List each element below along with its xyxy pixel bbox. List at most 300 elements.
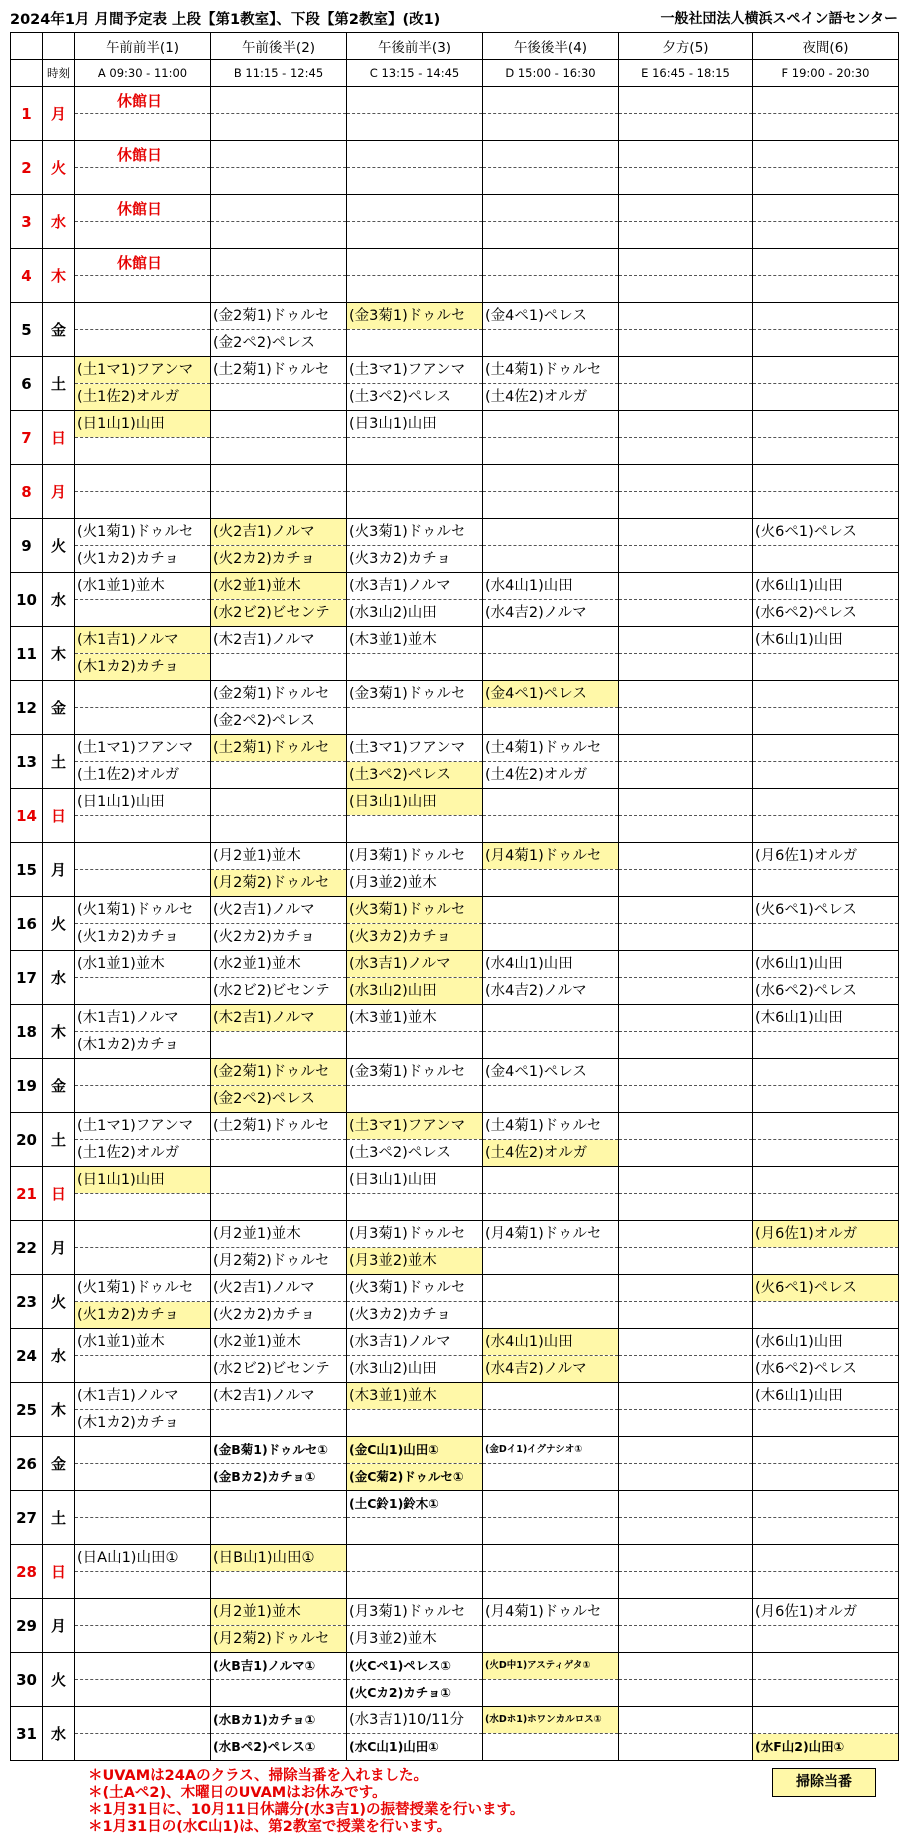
class-cell <box>483 1167 619 1194</box>
class-cell: (土1マ1)フアンマ <box>75 357 211 384</box>
class-cell: (火D中1)アスティゲタ① <box>483 1653 619 1680</box>
class-cell: (土2菊1)ドゥルセ <box>211 735 347 762</box>
class-cell: (火Cカ2)カチョ① <box>347 1680 483 1707</box>
class-cell: (金C菊2)ドゥルセ① <box>347 1464 483 1491</box>
period-header: 午後前半(3) <box>347 33 483 60</box>
class-cell <box>483 1734 619 1761</box>
class-cell: (土4佐2)オルガ <box>483 384 619 411</box>
class-cell: (水6ペ2)ペレス <box>753 978 899 1005</box>
class-cell <box>753 816 899 843</box>
day-row-lower <box>11 330 899 357</box>
class-cell <box>619 789 753 816</box>
class-cell <box>75 303 211 330</box>
weekday: 日 <box>43 1545 75 1599</box>
class-cell: (月2並1)並木 <box>211 1221 347 1248</box>
day-row-upper <box>11 465 899 492</box>
class-cell: (火2カ2)カチョ <box>211 924 347 951</box>
time-label: 時刻 <box>43 60 75 87</box>
note-line: ＊1月31日の(水C山1)は、第2教室で授業を行います。 <box>88 1819 452 1835</box>
class-cell: (金4ペ1)ペレス <box>483 681 619 708</box>
class-cell <box>75 681 211 708</box>
class-cell: (水C山1)山田① <box>347 1734 483 1761</box>
class-cell <box>619 492 753 519</box>
day-row-upper <box>11 1005 899 1032</box>
class-cell: (月2菊2)ドゥルセ <box>211 1248 347 1275</box>
day-number: 7 <box>11 411 43 465</box>
day-row-lower <box>11 762 899 789</box>
class-cell: (水3吉1)ノルマ <box>347 951 483 978</box>
class-cell: (木2吉1)ノルマ <box>211 627 347 654</box>
class-cell: (土C鈴1)鈴木① <box>347 1491 483 1518</box>
class-cell <box>619 978 753 1005</box>
class-cell <box>483 114 619 141</box>
class-cell: (月4菊1)ドゥルセ <box>483 1221 619 1248</box>
class-cell <box>619 843 753 870</box>
class-cell: (水4山1)山田 <box>483 573 619 600</box>
class-cell <box>211 1680 347 1707</box>
day-number: 10 <box>11 573 43 627</box>
class-cell: (火6ペ1)ペレス <box>753 1275 899 1302</box>
class-cell <box>211 1194 347 1221</box>
day-row-upper <box>11 1545 899 1572</box>
class-cell: (土1マ1)フアンマ <box>75 1113 211 1140</box>
class-cell: (水2ビ2)ビセンテ <box>211 1356 347 1383</box>
day-row-upper <box>11 1383 899 1410</box>
class-cell: (水Bペ2)ペレス① <box>211 1734 347 1761</box>
class-cell: (月2並1)並木 <box>211 1599 347 1626</box>
holiday-label: 休館日 <box>75 87 211 114</box>
class-cell <box>75 816 211 843</box>
day-row-lower <box>11 1572 899 1599</box>
class-cell <box>211 249 347 276</box>
class-cell <box>619 465 753 492</box>
class-cell <box>619 1680 753 1707</box>
time-slot: F 19:00 - 20:30 <box>753 60 899 87</box>
class-cell: (金B菊1)ドゥルセ① <box>211 1437 347 1464</box>
class-cell: (木2吉1)ノルマ <box>211 1383 347 1410</box>
class-cell <box>619 600 753 627</box>
class-cell: (火B吉1)ノルマ① <box>211 1653 347 1680</box>
class-cell <box>211 87 347 114</box>
class-cell <box>211 465 347 492</box>
day-number: 4 <box>11 249 43 303</box>
class-cell <box>619 1059 753 1086</box>
class-cell <box>347 114 483 141</box>
class-cell: (土3ペ2)ペレス <box>347 1140 483 1167</box>
class-cell: (木6山1)山田 <box>753 627 899 654</box>
weekday: 日 <box>43 789 75 843</box>
class-cell <box>619 1599 753 1626</box>
class-cell: (金2菊1)ドゥルセ <box>211 681 347 708</box>
class-cell: (土4佐2)オルガ <box>483 762 619 789</box>
class-cell <box>753 762 899 789</box>
day-number: 15 <box>11 843 43 897</box>
class-cell: (土3マ1)フアンマ <box>347 357 483 384</box>
class-cell <box>211 789 347 816</box>
class-cell: (日1山1)山田 <box>75 411 211 438</box>
class-cell <box>211 1518 347 1545</box>
class-cell: (日3山1)山田 <box>347 411 483 438</box>
class-cell <box>753 1545 899 1572</box>
class-cell <box>753 708 899 735</box>
class-cell: (金4ペ1)ペレス <box>483 303 619 330</box>
holiday-label: 休館日 <box>75 195 211 222</box>
class-cell: (水3吉1)ノルマ <box>347 1329 483 1356</box>
cleaning-duty-label: 掃除当番 <box>772 1768 876 1797</box>
class-cell <box>753 546 899 573</box>
class-cell: (月3菊1)ドゥルセ <box>347 1221 483 1248</box>
period-header: 午後後半(4) <box>483 33 619 60</box>
day-number: 25 <box>11 1383 43 1437</box>
class-cell: (金Dイ1)イグナシオ① <box>483 1437 619 1464</box>
holiday-label: 休館日 <box>75 141 211 168</box>
page-title: 2024年1月 月間予定表 上段【第1教室】、下段【第2教室】(改1) <box>10 12 441 28</box>
day-number: 8 <box>11 465 43 519</box>
class-cell <box>753 924 899 951</box>
class-cell <box>483 1545 619 1572</box>
class-cell <box>75 1707 211 1734</box>
class-cell <box>347 276 483 303</box>
class-cell: (金2ペ2)ペレス <box>211 708 347 735</box>
class-cell <box>619 1167 753 1194</box>
class-cell: (水1並1)並木 <box>75 951 211 978</box>
day-row-lower <box>11 654 899 681</box>
class-cell <box>75 1194 211 1221</box>
class-cell <box>753 1140 899 1167</box>
weekday: 水 <box>43 1329 75 1383</box>
class-cell <box>483 897 619 924</box>
class-cell: (日1山1)山田 <box>75 1167 211 1194</box>
class-cell <box>75 492 211 519</box>
class-cell <box>619 897 753 924</box>
weekday: 水 <box>43 951 75 1005</box>
class-cell <box>75 114 211 141</box>
class-cell: (水1並1)並木 <box>75 1329 211 1356</box>
class-cell <box>753 1626 899 1653</box>
class-cell: (火3菊1)ドゥルセ <box>347 897 483 924</box>
day-row-lower <box>11 168 899 195</box>
day-row-lower <box>11 1680 899 1707</box>
weekday: 土 <box>43 1113 75 1167</box>
day-row-lower <box>11 384 899 411</box>
class-cell <box>483 1194 619 1221</box>
class-cell: (月3菊1)ドゥルセ <box>347 1599 483 1626</box>
class-cell <box>211 195 347 222</box>
class-cell <box>483 1086 619 1113</box>
header-blank <box>11 33 43 60</box>
class-cell <box>619 222 753 249</box>
class-cell: (水3吉1)10/11分 <box>347 1707 483 1734</box>
class-cell <box>619 1572 753 1599</box>
class-cell <box>347 87 483 114</box>
day-row-lower <box>11 1518 899 1545</box>
day-row-upper <box>11 1599 899 1626</box>
weekday: 金 <box>43 1437 75 1491</box>
class-cell <box>619 195 753 222</box>
class-cell <box>483 1518 619 1545</box>
class-cell <box>753 1032 899 1059</box>
class-cell: (月3並2)並木 <box>347 1626 483 1653</box>
class-cell <box>619 438 753 465</box>
class-cell <box>619 1653 753 1680</box>
class-cell <box>211 1410 347 1437</box>
day-row-lower <box>11 1194 899 1221</box>
class-cell: (土3ペ2)ペレス <box>347 762 483 789</box>
day-row-lower <box>11 924 899 951</box>
class-cell <box>619 1032 753 1059</box>
class-cell: (木2吉1)ノルマ <box>211 1005 347 1032</box>
class-cell: (月2菊2)ドゥルセ <box>211 870 347 897</box>
day-number: 12 <box>11 681 43 735</box>
class-cell: (土1佐2)オルガ <box>75 762 211 789</box>
class-cell <box>619 870 753 897</box>
class-cell <box>619 1626 753 1653</box>
day-row-lower <box>11 1248 899 1275</box>
class-cell: (土4菊1)ドゥルセ <box>483 1113 619 1140</box>
note-line: ＊1月31日に、10月11日休講分(水3吉1)の振替授業を行います。 <box>88 1802 525 1818</box>
day-row-upper <box>11 897 899 924</box>
class-cell: (火3カ2)カチョ <box>347 924 483 951</box>
day-number: 31 <box>11 1707 43 1761</box>
class-cell: (月4菊1)ドゥルセ <box>483 1599 619 1626</box>
class-cell <box>347 708 483 735</box>
class-cell: (水4吉2)ノルマ <box>483 1356 619 1383</box>
class-cell: (水F山2)山田① <box>753 1734 899 1761</box>
class-cell <box>75 978 211 1005</box>
class-cell <box>347 816 483 843</box>
class-cell <box>483 438 619 465</box>
class-cell: (金2ペ2)ペレス <box>211 1086 347 1113</box>
class-cell <box>75 1059 211 1086</box>
class-cell <box>753 654 899 681</box>
day-row-upper <box>11 627 899 654</box>
class-cell: (水4山1)山田 <box>483 1329 619 1356</box>
class-cell <box>211 762 347 789</box>
weekday: 火 <box>43 519 75 573</box>
weekday: 火 <box>43 897 75 951</box>
class-cell <box>619 330 753 357</box>
day-number: 16 <box>11 897 43 951</box>
class-cell <box>211 276 347 303</box>
day-row-upper <box>11 1275 899 1302</box>
time-slot: C 13:15 - 14:45 <box>347 60 483 87</box>
class-cell: (土2菊1)ドゥルセ <box>211 1113 347 1140</box>
class-cell <box>75 708 211 735</box>
class-cell <box>211 114 347 141</box>
class-cell: (木1吉1)ノルマ <box>75 1383 211 1410</box>
class-cell <box>483 1464 619 1491</box>
class-cell: (火3菊1)ドゥルセ <box>347 519 483 546</box>
class-cell <box>347 330 483 357</box>
day-number: 17 <box>11 951 43 1005</box>
class-cell <box>483 789 619 816</box>
weekday: 火 <box>43 141 75 195</box>
class-cell <box>753 114 899 141</box>
day-row-lower <box>11 1302 899 1329</box>
class-cell: (水2並1)並木 <box>211 951 347 978</box>
class-cell <box>483 222 619 249</box>
class-cell: (土4佐2)オルガ <box>483 1140 619 1167</box>
day-row-upper <box>11 249 899 276</box>
class-cell <box>483 1410 619 1437</box>
holiday-label: 休館日 <box>75 249 211 276</box>
weekday: 金 <box>43 1059 75 1113</box>
day-row-upper <box>11 1491 899 1518</box>
day-row-upper <box>11 1167 899 1194</box>
class-cell <box>753 492 899 519</box>
header-blank <box>11 60 43 87</box>
class-cell: (火3カ2)カチョ <box>347 1302 483 1329</box>
class-cell <box>483 816 619 843</box>
day-row-upper <box>11 411 899 438</box>
class-cell <box>753 681 899 708</box>
class-cell <box>619 1518 753 1545</box>
class-cell: (金C山1)山田① <box>347 1437 483 1464</box>
class-cell: (火1カ2)カチョ <box>75 546 211 573</box>
class-cell <box>619 1194 753 1221</box>
day-row-lower <box>11 1140 899 1167</box>
class-cell <box>483 1626 619 1653</box>
day-row-lower <box>11 1626 899 1653</box>
notes <box>88 1768 524 1836</box>
class-cell <box>347 1410 483 1437</box>
weekday: 土 <box>43 357 75 411</box>
day-row-upper <box>11 87 899 114</box>
day-row-upper <box>11 843 899 870</box>
class-cell: (木1カ2)カチョ <box>75 1032 211 1059</box>
class-cell: (火1菊1)ドゥルセ <box>75 1275 211 1302</box>
class-cell <box>75 870 211 897</box>
class-cell <box>347 492 483 519</box>
class-cell: (火2カ2)カチョ <box>211 1302 347 1329</box>
class-cell <box>211 654 347 681</box>
class-cell <box>753 1653 899 1680</box>
class-cell <box>619 1329 753 1356</box>
class-cell <box>75 843 211 870</box>
class-cell <box>753 1194 899 1221</box>
weekday: 日 <box>43 1167 75 1221</box>
class-cell <box>619 762 753 789</box>
weekday: 月 <box>43 87 75 141</box>
day-number: 5 <box>11 303 43 357</box>
day-number: 13 <box>11 735 43 789</box>
day-number: 21 <box>11 1167 43 1221</box>
class-cell: (火Cペ1)ペレス① <box>347 1653 483 1680</box>
class-cell: (水Bカ1)カチョ① <box>211 1707 347 1734</box>
class-cell <box>483 168 619 195</box>
class-cell <box>75 1599 211 1626</box>
day-row-lower <box>11 492 899 519</box>
weekday: 木 <box>43 249 75 303</box>
day-row-lower <box>11 816 899 843</box>
day-number: 20 <box>11 1113 43 1167</box>
class-cell <box>753 1167 899 1194</box>
class-cell <box>75 276 211 303</box>
note-line: ＊UVAMは24Aのクラス、掃除当番を入れました。 <box>88 1768 429 1784</box>
class-cell <box>753 249 899 276</box>
class-cell <box>619 249 753 276</box>
weekday: 木 <box>43 627 75 681</box>
class-cell: (水3吉1)ノルマ <box>347 573 483 600</box>
time-slot: D 15:00 - 16:30 <box>483 60 619 87</box>
class-cell: (日1山1)山田 <box>75 789 211 816</box>
class-cell: (土3ペ2)ペレス <box>347 384 483 411</box>
class-cell: (火2吉1)ノルマ <box>211 897 347 924</box>
class-cell <box>483 1680 619 1707</box>
class-cell <box>619 924 753 951</box>
note-line: ＊(土Aペ2)、木曜日のUVAMはお休みです。 <box>88 1785 387 1801</box>
class-cell <box>75 1653 211 1680</box>
schedule-table <box>10 32 899 1761</box>
class-cell: (土3マ1)フアンマ <box>347 1113 483 1140</box>
class-cell <box>619 1248 753 1275</box>
class-cell: (金4ペ1)ペレス <box>483 1059 619 1086</box>
class-cell <box>347 1032 483 1059</box>
class-cell <box>753 1248 899 1275</box>
class-cell <box>211 1032 347 1059</box>
class-cell: (月6佐1)オルガ <box>753 1599 899 1626</box>
class-cell <box>211 411 347 438</box>
weekday: 水 <box>43 1707 75 1761</box>
day-number: 22 <box>11 1221 43 1275</box>
class-cell <box>619 1086 753 1113</box>
class-cell: (日3山1)山田 <box>347 1167 483 1194</box>
day-row-upper <box>11 1707 899 1734</box>
class-cell: (火6ペ1)ペレス <box>753 519 899 546</box>
day-number: 29 <box>11 1599 43 1653</box>
class-cell <box>619 681 753 708</box>
class-cell <box>347 654 483 681</box>
weekday: 水 <box>43 195 75 249</box>
class-cell <box>75 1086 211 1113</box>
class-cell <box>75 1491 211 1518</box>
class-cell: (水6山1)山田 <box>753 1329 899 1356</box>
day-number: 1 <box>11 87 43 141</box>
class-cell <box>619 1005 753 1032</box>
day-row-upper <box>11 681 899 708</box>
class-cell <box>619 1356 753 1383</box>
class-cell <box>75 1626 211 1653</box>
class-cell: (金3菊1)ドゥルセ <box>347 1059 483 1086</box>
period-header: 夕方(5) <box>619 33 753 60</box>
class-cell: (火1菊1)ドゥルセ <box>75 519 211 546</box>
class-cell: (水3山2)山田 <box>347 978 483 1005</box>
class-cell <box>619 1734 753 1761</box>
class-cell <box>211 816 347 843</box>
class-cell <box>753 1059 899 1086</box>
class-cell <box>619 1545 753 1572</box>
class-cell <box>619 303 753 330</box>
class-cell <box>753 384 899 411</box>
class-cell: (月6佐1)オルガ <box>753 1221 899 1248</box>
class-cell: (土4菊1)ドゥルセ <box>483 735 619 762</box>
class-cell <box>619 1221 753 1248</box>
class-cell: (土2菊1)ドゥルセ <box>211 357 347 384</box>
class-cell <box>753 141 899 168</box>
period-header: 午前後半(2) <box>211 33 347 60</box>
day-row-upper <box>11 1113 899 1140</box>
class-cell <box>753 735 899 762</box>
day-row-upper <box>11 195 899 222</box>
class-cell: (水6山1)山田 <box>753 573 899 600</box>
class-cell <box>347 195 483 222</box>
class-cell: (火1菊1)ドゥルセ <box>75 897 211 924</box>
weekday: 土 <box>43 1491 75 1545</box>
class-cell <box>483 924 619 951</box>
class-cell <box>483 627 619 654</box>
day-row-upper <box>11 1059 899 1086</box>
class-cell <box>619 816 753 843</box>
